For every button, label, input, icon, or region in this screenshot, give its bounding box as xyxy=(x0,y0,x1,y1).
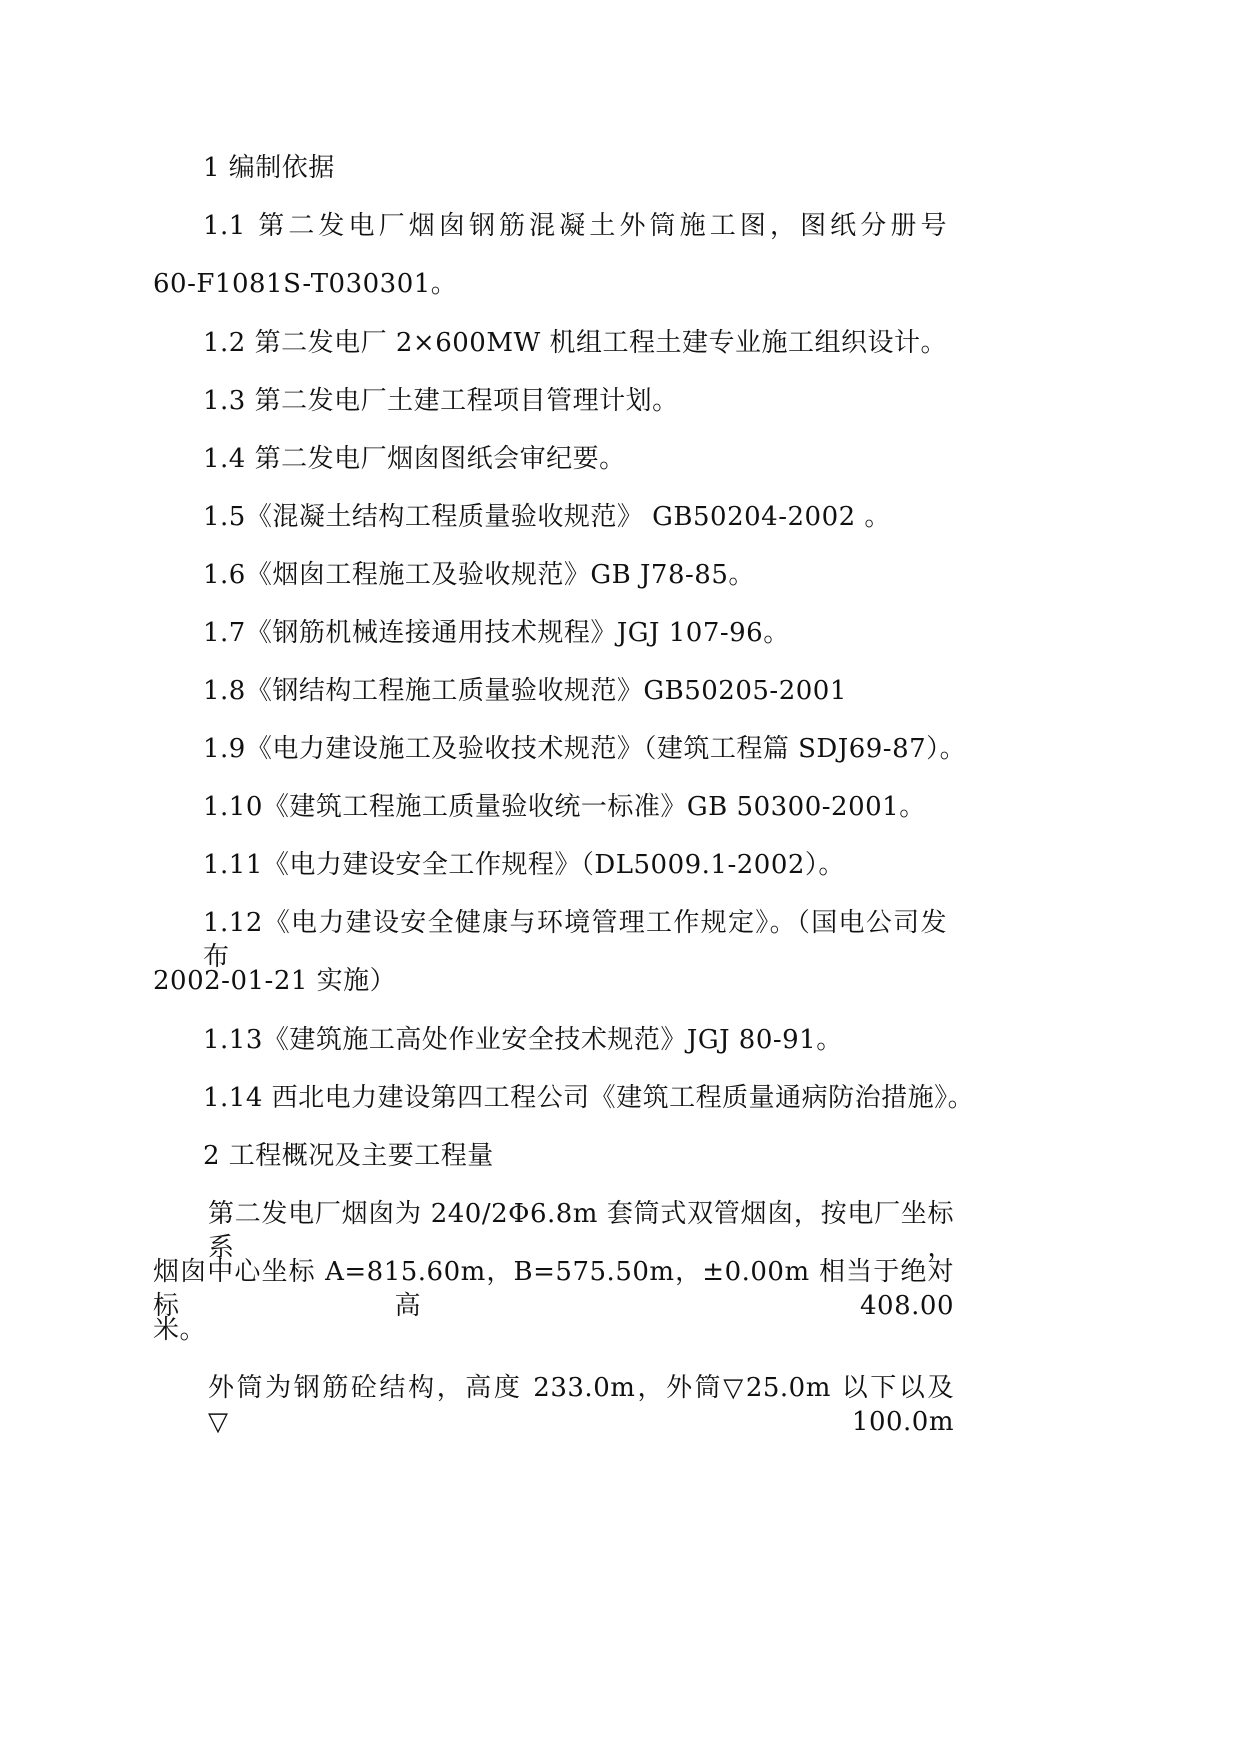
basis-item-1-7: 1.7《钢筋机械连接通用技术规程》JGJ 107-96。 xyxy=(203,618,790,648)
basis-item-1-14: 1.14 西北电力建设第四工程公司《建筑工程质量通病防治措施》。 xyxy=(203,1083,975,1113)
basis-item-1-5: 1.5《混凝土结构工程质量验收规范》 GB50204-2002 。 xyxy=(203,502,891,532)
overview-paragraph-1-line-3: 米。 xyxy=(153,1315,207,1345)
basis-item-1-8: 1.8《钢结构工程施工质量验收规范》GB50205-2001 xyxy=(203,676,847,706)
basis-item-1-12: 1.12《电力建设安全健康与环境管理工作规定》。（国电公司发布 xyxy=(203,908,947,972)
section-heading-2: 2 工程概况及主要工程量 xyxy=(203,1141,494,1171)
overview-paragraph-2-line-1: 外筒为钢筋砼结构，高度 233.0m，外筒▽25.0m 以下以及▽100.0m xyxy=(208,1373,954,1437)
basis-item-1-12-continued: 2002-01-21 实施） xyxy=(153,966,397,996)
overview-paragraph-1-line-2: 烟囱中心坐标 A=815.60m，B=575.50m，±0.00m 相当于绝对标高 408.00 xyxy=(153,1257,954,1321)
overview-paragraph-1-line-1: 第二发电厂烟囱为 240/2Φ6.8m 套筒式双管烟囱，按电厂坐标系， xyxy=(208,1199,954,1263)
basis-item-1-3: 1.3 第二发电厂土建工程项目管理计划。 xyxy=(203,386,679,416)
basis-item-1-9: 1.9《电力建设施工及验收技术规范》（建筑工程篇 SDJ69-87）。 xyxy=(203,734,967,764)
section-heading-1: 1 编制依据 xyxy=(203,153,335,183)
basis-item-1-10: 1.10《建筑工程施工质量验收统一标准》GB 50300-2001。 xyxy=(203,792,926,822)
basis-item-1-4: 1.4 第二发电厂烟囱图纸会审纪要。 xyxy=(203,444,626,474)
basis-item-1-1: 1.1 第二发电厂烟囱钢筋混凝土外筒施工图，图纸分册号 xyxy=(203,211,947,241)
basis-item-1-6: 1.6《烟囱工程施工及验收规范》GB J78-85。 xyxy=(203,560,755,590)
basis-item-1-1-continued: 60-F1081S-T030301。 xyxy=(153,269,458,299)
basis-item-1-13: 1.13《建筑施工高处作业安全技术规范》JGJ 80-91。 xyxy=(203,1025,843,1055)
basis-item-1-11: 1.11《电力建设安全工作规程》（DL5009.1-2002）。 xyxy=(203,850,845,880)
basis-item-1-2: 1.2 第二发电厂 2×600MW 机组工程土建专业施工组织设计。 xyxy=(203,328,947,358)
